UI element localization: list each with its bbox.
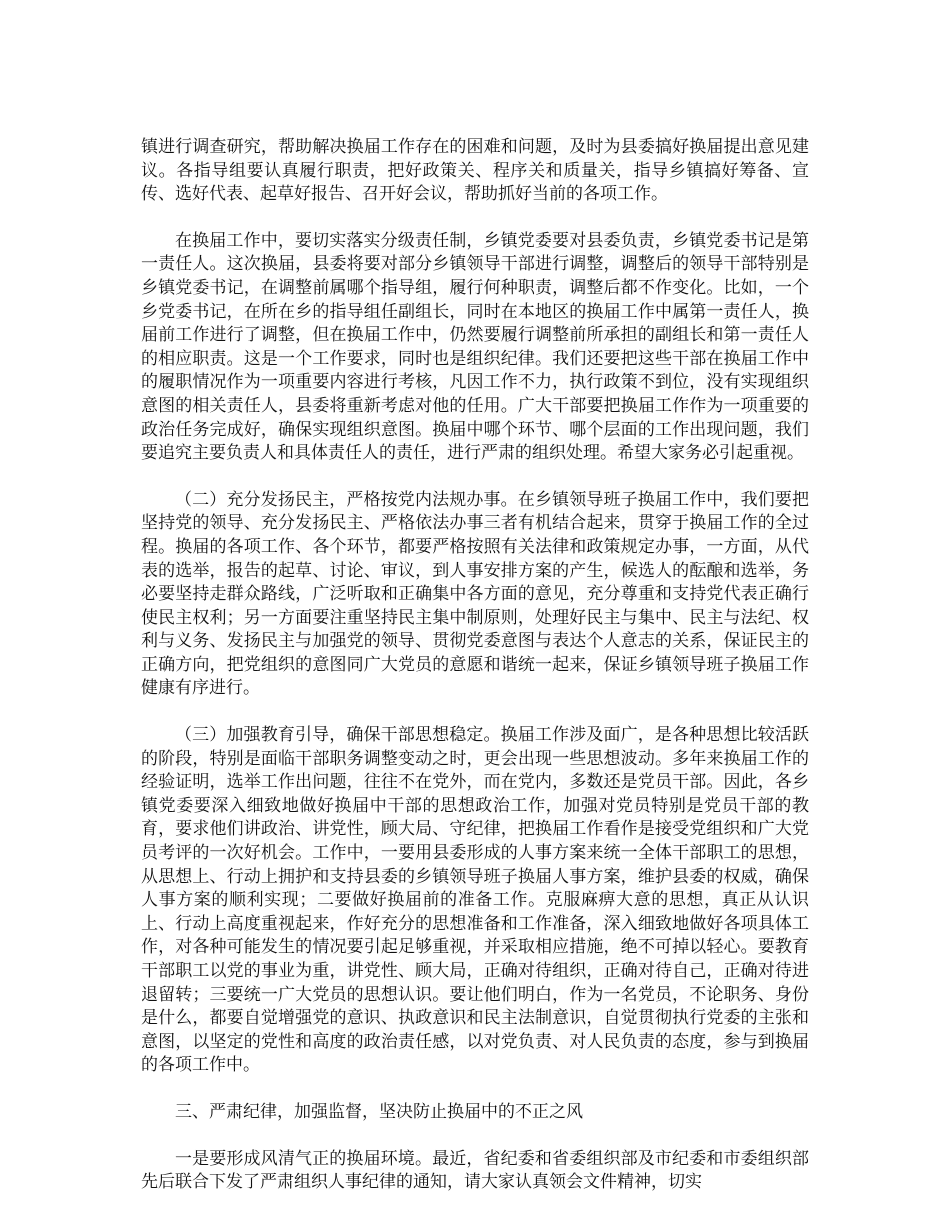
paragraph-democracy: （二）充分发扬民主，严格按党内法规办事。在乡镇领导班子换届工作中，我们要把坚持党的领导、充分发扬民主、严格依法办事三者有机结合起来，贯穿于换届工作的全过程。换届的各项工作、各个环节，都要严格按照有关法律和政策规定办事，一方面，从代表的选举，报告的起草、讨论、审议，到人事安排方案的产生，候选人的酝酿和选举，务必要坚持走群众路线，广泛听取和正确集中各方面的意见，充分尊重和支持党代表正确行使民主权利；另一方面要注重坚持民主集中制原则，处理好民主与集中、民主与法纪、权利与义务、发扬民主与加强党的领导、贯彻党委意图与表达个人意志的关系，保证民主的正确方向，把党组织的意图同广大党员的意愿和谐统一起来，保证乡镇领导班子换届工作健康有序进行。 <box>141 489 809 699</box>
section-heading-discipline: 三、严肃纪律，加强监督，坚决防止换届中的不正之风 <box>175 1101 583 1122</box>
paragraph-education: （三）加强教育引导，确保干部思想稳定。换届工作涉及面广，是各种思想比较活跃的阶段，特别是面临干部职务调整变动之时，更会出现一些思想波动。多年来换届工作的经验证明，选举工作出问题，往往不在党外，而在党内，多数还是党员干部。因此，各乡镇党委要深入细致地做好换届中干部的思想政治工作，加强对党员特别是党员干部的教育，要求他们讲政治、讲党性，顾大局、守纪律，把换届工作看作是接受党组织和广大党员考评的一次好机会。工作中，一要用县委形成的人事方案来统一全体干部职工的思想，从思想上、行动上拥护和支持县委的乡镇领导班子换届人事方案，维护县委的权威，确保人事方案的顺利实现；二要做好换届前的准备工作。克服麻痹大意的思想，真正从认识上、行动上高度重视起来，作好充分的思想准备和工作准备，深入细致地做好各项具体工作，对各种可能发生的情况要引起足够重视，并采取相应措施，绝不可掉以轻心。要教育干部职工以党的事业为重，讲党性、顾大局，正确对待组织，正确对待自己，正确对待进退留转；三要统一广大党员的思想认识。要让他们明白，作为一名党员，不论职务、身份是什么，都要自觉增强党的意识、执政意识和民主法制意识，自觉贯彻执行党委的主张和意图，以坚定的党性和高度的政治责任感，以对党负责、对人民负责的态度，参与到换届的各项工作中。 <box>141 725 809 1076</box>
paragraph-continuation: 镇进行调查研究，帮助解决换届工作存在的困难和问题，及时为县委搞好换届提出意见建议。各指导组要认真履行职责，把好政策关、程序关和质量关，指导乡镇搞好筹备、宣传、选好代表、起草好报告、召开好会议，帮助抓好当前的各项工作。 <box>141 137 809 205</box>
paragraph-responsibility: 在换届工作中，要切实落实分级责任制，乡镇党委要对县委负责，乡镇党委书记是第一责任人。这次换届，县委将要对部分乡镇领导干部进行调整，调整后的领导干部特别是乡镇党委书记，在调整前属哪个指导组，履行何种职责，调整后都不作变化。比如，一个乡党委书记，在所在乡的指导组任副组长，同时在本地区的换届工作中属第一责任人，换届前工作进行了调整，但在换届工作中，仍然要履行调整前所承担的副组长和第一责任人的相应职责。这是一个工作要求，同时也是组织纪律。我们还要把这些干部在换届工作中的履职情况作为一项重要内容进行考核，凡因工作不力，执行政策不到位，没有实现组织意图的相关责任人，县委将重新考虑对他的任用。广大干部要把换届工作作为一项重要的政治任务完成好，确保实现组织意图。换届中哪个环节、哪个层面的工作出现问题，我们要追究主要负责人和具体责任人的责任，进行严肃的组织处理。希望大家务必引起重视。 <box>141 230 809 464</box>
paragraph-environment: 一是要形成风清气正的换届环境。最近，省纪委和省委组织部及市纪委和市委组织部先后联合下发了严肃组织人事纪律的通知，请大家认真领会文件精神，切实 <box>141 1148 809 1193</box>
document-body <box>141 136 809 1195</box>
